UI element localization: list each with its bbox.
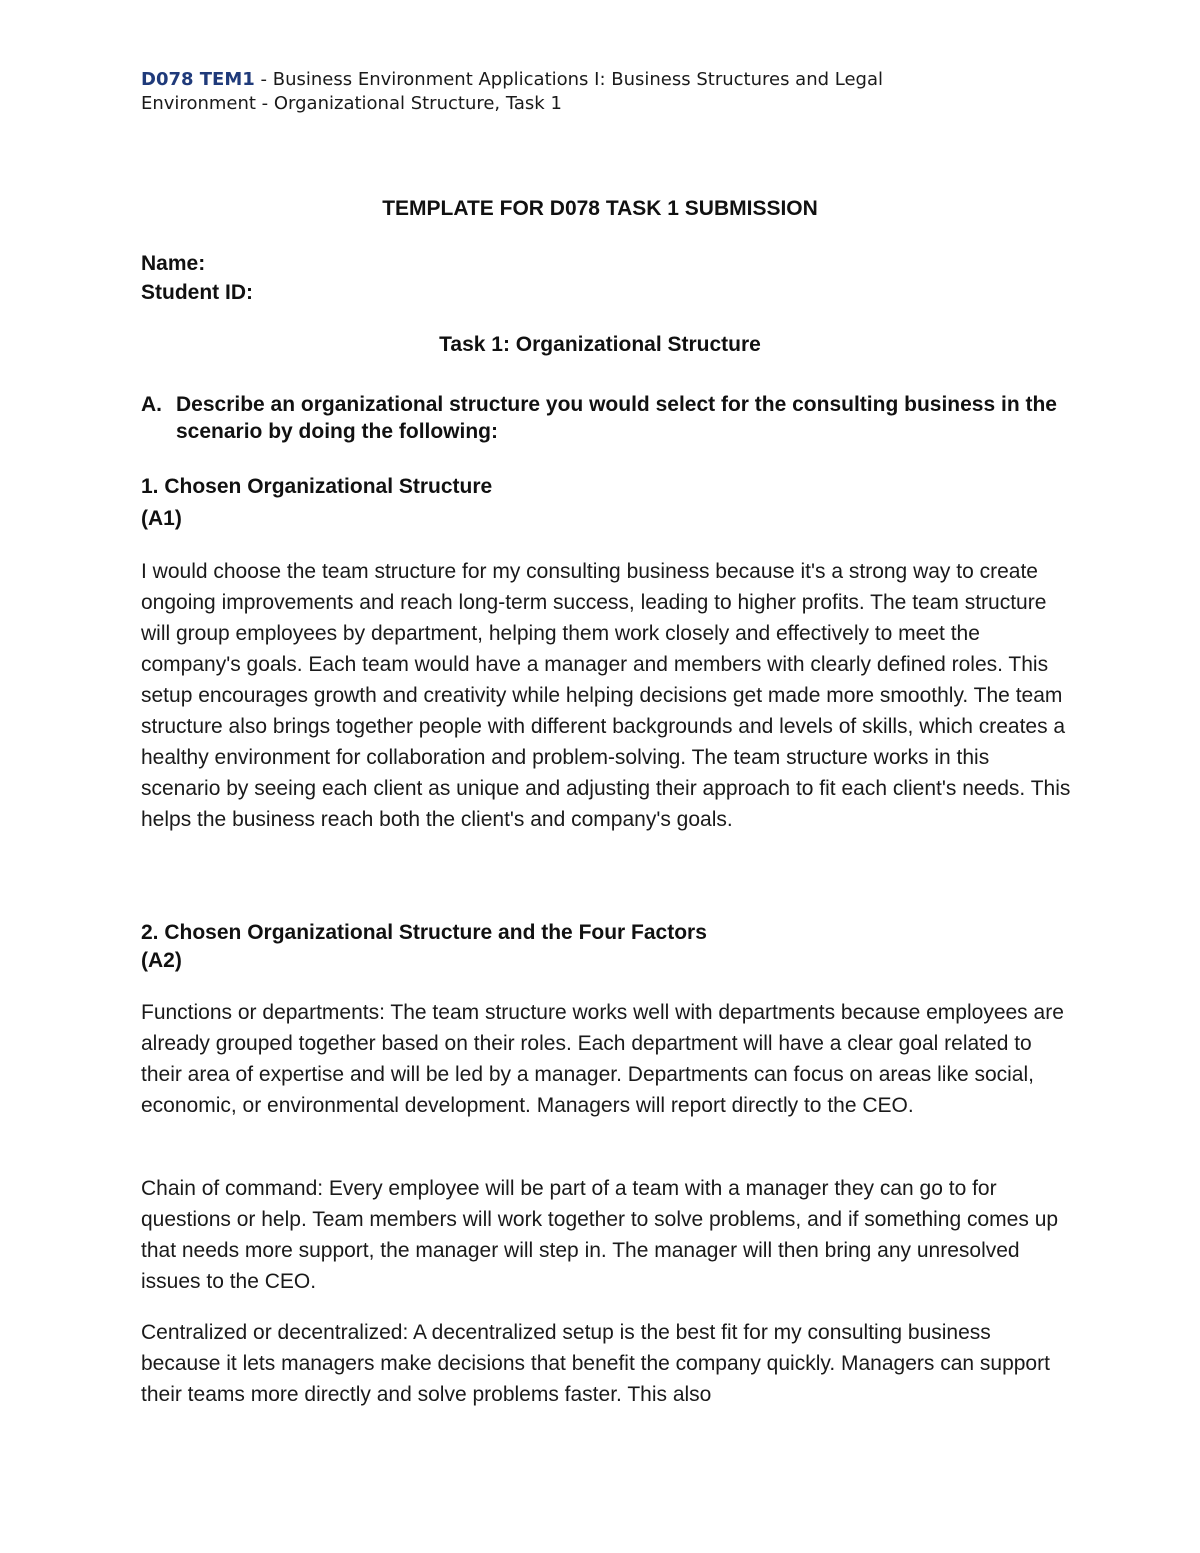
template-title: TEMPLATE FOR D078 TASK 1 SUBMISSION	[382, 197, 818, 220]
course-code: D078 TEM1	[141, 69, 255, 90]
document-header	[141, 68, 1041, 116]
task-title: Task 1: Organizational Structure	[439, 333, 761, 356]
section-a-letter: A.	[141, 393, 162, 416]
student-id-label: Student ID:	[141, 281, 253, 304]
part1-code: (A1)	[141, 507, 182, 530]
header-line2-text: Environment - Organizational Structure, Task 1	[141, 93, 562, 114]
header-line1-text: - Business Environment Applications I: Business Structures and Legal	[254, 69, 884, 90]
part2-heading: 2. Chosen Organizational Structure and the Four Factors	[141, 921, 707, 944]
name-label: Name:	[141, 252, 206, 275]
functions-paragraph: Functions or departments: The team structure works well with departments because employees are already grouped together based on their roles. Each department will have a clear goal related to their area of expertise and will be led by a manager. Departments can focus on areas like social, economic, or environmental development. Managers will report directly to the CEO.	[141, 1001, 1064, 1117]
chain-of-command-paragraph: Chain of command: Every employee will be part of a team with a manager they can go to for questions or help. Team members will work together to solve problems, and if something comes up that needs more support, the manager will step in. The manager will then bring any unresolved issues to the CEO.	[141, 1177, 1059, 1293]
part1-heading: 1. Chosen Organizational Structure	[141, 475, 493, 498]
part1-paragraph: I would choose the team structure for my consulting business because it's a strong way to create ongoing improvements and reach long-term success, leading to higher profits. The team structure will group employees by department, helping them work closely and effectively to meet the company's goals. Each team would have a manager and members with clearly defined roles. This setup encourages growth and creativity while helping decisions get made more smoothly. The team structure also brings together people with different backgrounds and levels of skills, which creates a healthy environment for collaboration and problem-solving. The team structure works in this scenario by seeing each client as unique and adjusting their approach to fit each client's needs. This helps the business reach both the client's and company's goals.	[141, 560, 1071, 831]
section-a-text: Describe an organizational structure you would select for the consulting business in the scenario by doing the following:	[176, 393, 1057, 443]
centralization-paragraph: Centralized or decentralized: A decentralized setup is the best fit for my consulting business because it lets managers make decisions that benefit the company quickly. Managers can support their teams more directly and solve problems faster. This also	[141, 1321, 1050, 1406]
section-a-prompt	[141, 391, 1061, 445]
part2-code: (A2)	[141, 949, 182, 972]
